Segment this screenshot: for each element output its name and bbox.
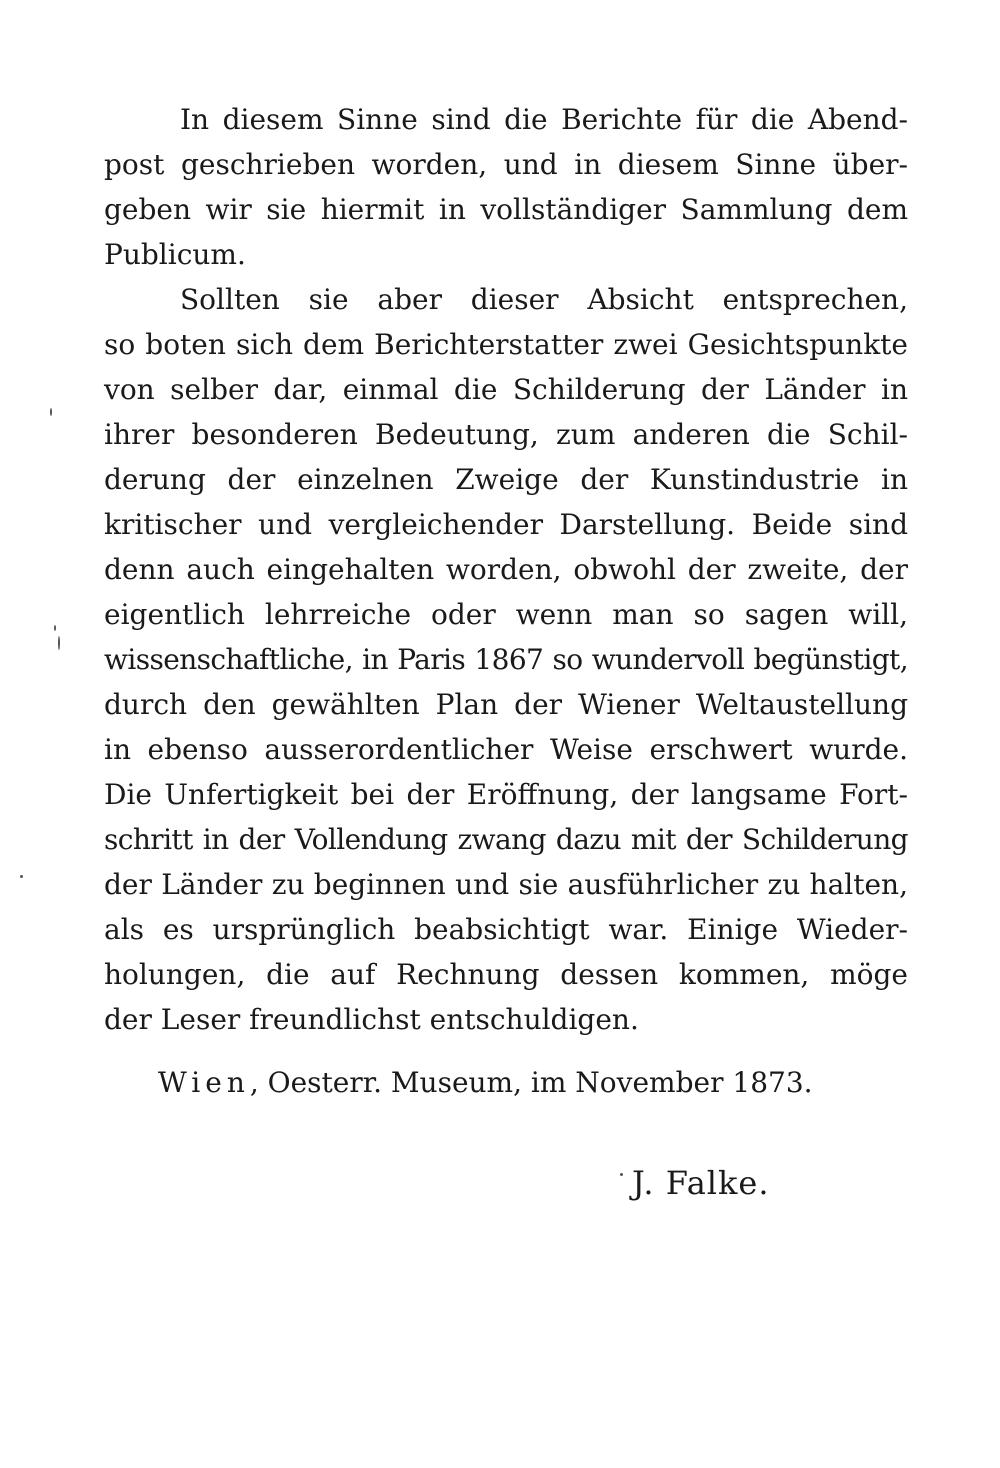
text-line: schritt in der Vollendung zwang dazu mit der Schilderung [104,823,908,856]
scan-speck [620,1173,623,1176]
text-line: ihrer besonderen Bedeutung, zum anderen die Schil- [104,418,908,451]
date-line: , Oesterr. Museum, im November 1873. [249,1066,813,1099]
scan-speck [54,625,56,631]
text-line: als es ursprünglich beabsichtigt war. Einige Wieder- [104,913,908,946]
paragraph-1 [104,97,908,277]
scan-speck [58,636,60,650]
scan-speck [20,875,23,878]
text-line: der Leser freundlichst entschuldigen. [104,1003,639,1036]
text-line: post geschrieben worden, und in diesem Sinne über- [104,148,908,181]
text-line: eigentlich lehrreiche oder wenn man so sagen will, [104,598,908,631]
paragraph-2 [104,277,908,1042]
body-text [104,97,908,1042]
scan-speck [50,408,52,416]
text-line: Die Unfertigkeit bei der Eröffnung, der langsame Fort- [104,778,908,811]
text-line: in ebenso ausserordentlicher Weise erschwert wurde. [104,733,908,766]
text-line: kritischer und vergleichender Darstellung. Beide sind [104,508,908,541]
text-line: durch den gewählten Plan der Wiener Weltaustellung [104,688,908,721]
text-line: geben wir sie hiermit in vollständiger Sammlung dem [104,193,908,226]
place-and-date [158,1060,813,1105]
text-line: In diesem Sinne sind die Berichte für die Abend- [180,103,908,136]
text-line: derung der einzelnen Zweige der Kunstindustrie in [104,463,908,496]
text-line: der Länder zu beginnen und sie ausführlicher zu halten, [104,868,908,901]
text-line: von selber dar, einmal die Schilderung der Länder in [104,373,908,406]
author-signature: J. Falke. [632,1164,770,1202]
text-line: Publicum. [104,238,246,271]
text-line: wissenschaftliche, in Paris 1867 so wundervoll begünstigt, [104,643,908,676]
place-name: Wien [158,1066,250,1099]
text-line: Sollten sie aber dieser Absicht entsprechen, [180,283,908,316]
text-line: denn auch eingehalten worden, obwohl der zweite, der [104,553,908,586]
text-line: holungen, die auf Rechnung dessen kommen, möge [104,958,908,991]
text-line: so boten sich dem Berichterstatter zwei Gesichtspunkte [104,328,908,361]
